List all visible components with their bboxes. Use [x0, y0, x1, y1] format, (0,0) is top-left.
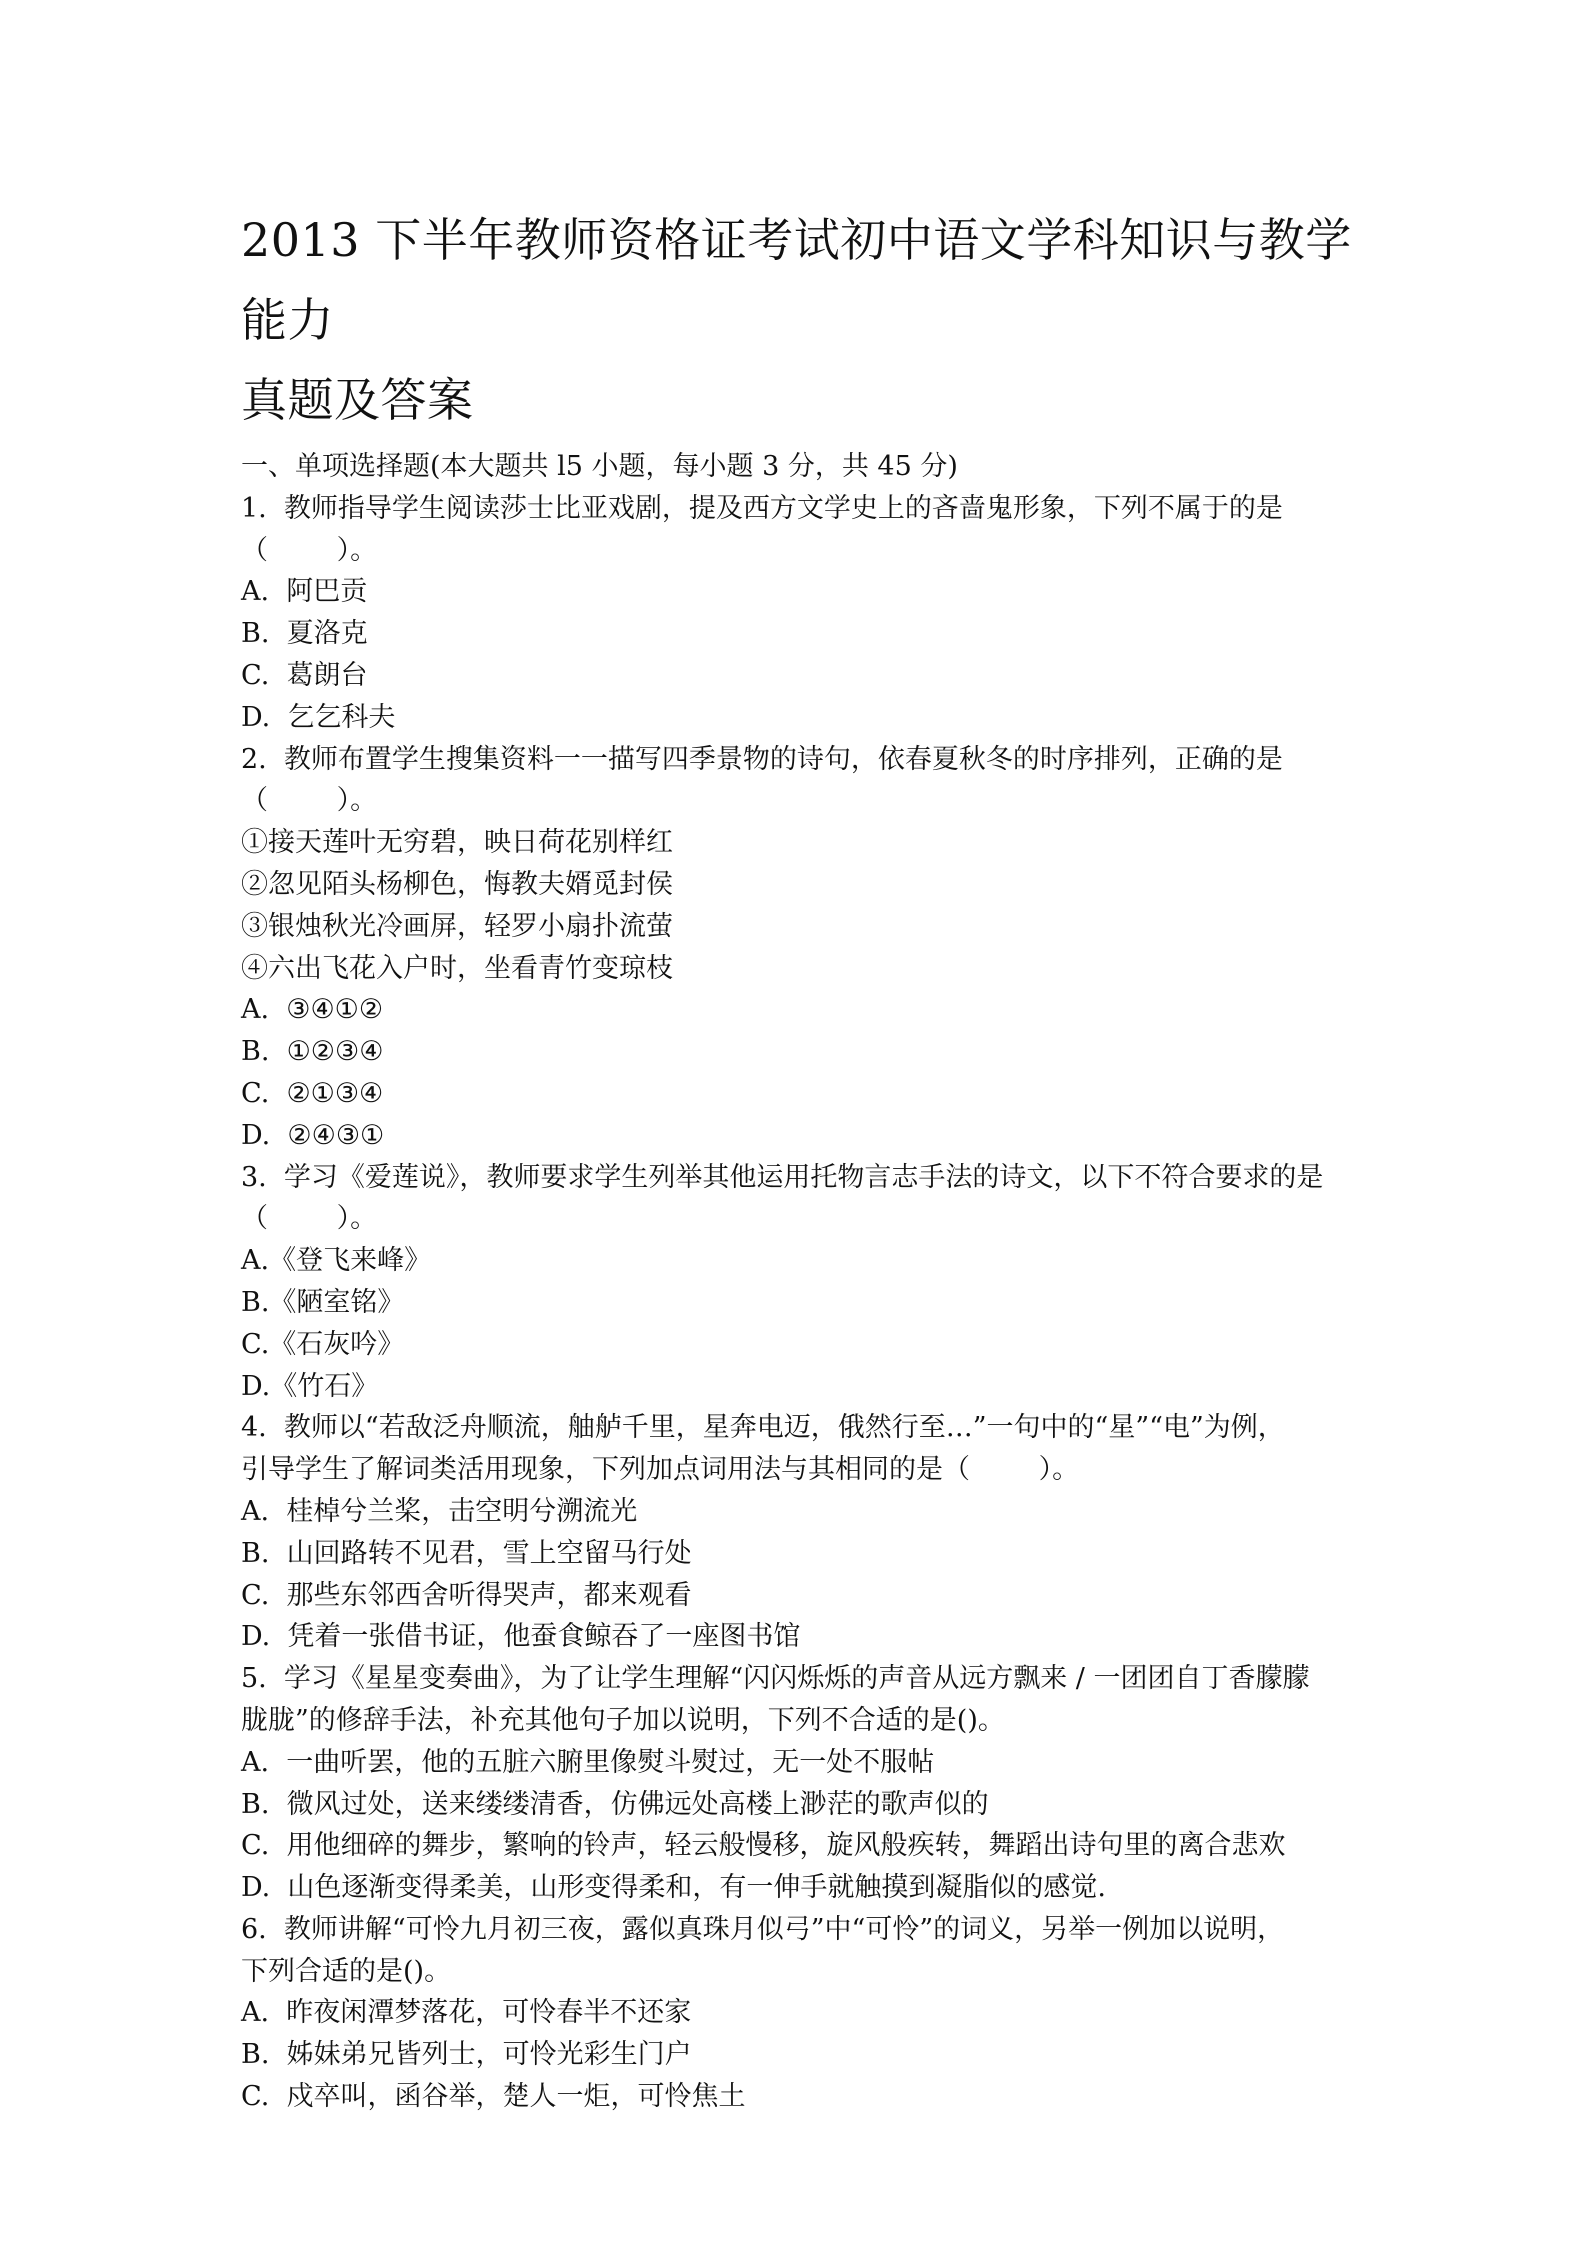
- text-line: 下列合适的是()。: [241, 1955, 452, 1987]
- text-line: 1. 教师指导学生阅读莎士比亚戏剧，提及西方文学史上的吝啬鬼形象，下列不属于的是: [241, 492, 1283, 524]
- text-line: B. 夏洛克: [241, 618, 368, 650]
- text-line: 引导学生了解词类活用现象，下列加点词用法与其相同的是（ ）。: [241, 1454, 1080, 1486]
- text-line: B. 山回路转不见君，雪上空留马行处: [241, 1537, 692, 1569]
- text-line: ①接天莲叶无穷碧，映日荷花别样红: [241, 827, 673, 859]
- text-line: ④六出飞花入户时，坐看青竹变琼枝: [241, 952, 673, 984]
- text-line: A. 昨夜闲潭梦落花，可怜春半不还家: [241, 1997, 692, 2029]
- text-line: C.《石灰吟》: [241, 1328, 405, 1360]
- text-line: B.《陋室铭》: [241, 1286, 405, 1318]
- text-line: D. 乞乞科夫: [241, 701, 396, 733]
- text-line: 4. 教师以“若敌泛舟顺流，舳舻千里，星奔电迈，俄然行至…”一句中的“星”“电”为例，: [241, 1412, 1285, 1444]
- text-line: A. 桂棹兮兰桨，击空明兮溯流光: [241, 1495, 638, 1527]
- title-line-2: 真题及答案: [241, 373, 474, 427]
- text-line: C. 葛朗台: [241, 659, 368, 691]
- text-line: C. ②①③④: [241, 1077, 384, 1109]
- text-line: （ ）。: [241, 785, 378, 817]
- text-line: （ ）。: [241, 1203, 378, 1235]
- text-line: B. 微风过处，送来缕缕清香，仿佛远处高楼上渺茫的歌声似的: [241, 1788, 989, 1820]
- text-line: 2. 教师布置学生搜集资料一一描写四季景物的诗句，依春夏秋冬的时序排列，正确的是: [241, 743, 1283, 775]
- text-line: （ ）。: [241, 534, 378, 566]
- text-line: B. ①②③④: [241, 1036, 384, 1068]
- text-line: D. 山色逐渐变得柔美，山形变得柔和，有一伸手就触摸到凝脂似的感觉.: [241, 1872, 1107, 1904]
- text-line: A. 阿巴贡: [241, 576, 368, 608]
- text-line: 5. 学习《星星变奏曲》，为了让学生理解“闪闪烁烁的声音从远方飘来 / 一团团自丁香朦朦: [241, 1663, 1310, 1695]
- text-line: D. ②④③①: [241, 1119, 385, 1151]
- text-line: D. 凭着一张借书证，他蚕食鲸吞了一座图书馆: [241, 1621, 801, 1653]
- text-line: B. 姊妹弟兄皆列士，可怜光彩生门户: [241, 2039, 692, 2071]
- text-line: ②忽见陌头杨柳色，悔教夫婿觅封侯: [241, 868, 673, 900]
- text-line: A. ③④①②: [241, 994, 384, 1026]
- text-line: D.《竹石》: [241, 1370, 379, 1402]
- question-body: [241, 488, 1361, 2118]
- text-line: C. 用他细碎的舞步，繁响的铃声，轻云般慢移，旋风般疾转，舞蹈出诗句里的离合悲欢: [241, 1830, 1286, 1862]
- text-line: A. 一曲听罢，他的五脏六腑里像熨斗熨过，无一处不服帖: [241, 1746, 935, 1778]
- document-title: [241, 200, 1361, 440]
- section-heading: 一、单项选择题(本大题共 l5 小题，每小题 3 分，共 45 分): [241, 451, 958, 482]
- text-line: 胧胧”的修辞手法，补充其他句子加以说明，下列不合适的是()。: [241, 1704, 1005, 1736]
- text-line: 3. 学习《爱莲说》，教师要求学生列举其他运用托物言志手法的诗文，以下不符合要求的是: [241, 1161, 1324, 1193]
- text-line: 6. 教师讲解“可怜九月初三夜，露似真珠月似弓”中“可怜”的词义，另举一例加以说明，: [241, 1913, 1285, 1945]
- title-line-1: 2013 下半年教师资格证考试初中语文学科知识与教学能力: [241, 213, 1352, 347]
- document-page: [241, 200, 1361, 2118]
- text-line: C. 戍卒叫，函谷举，楚人一炬，可怜焦土: [241, 2081, 746, 2113]
- text-line: A.《登飞来峰》: [241, 1245, 432, 1277]
- text-line: ③银烛秋光冷画屏，轻罗小扇扑流萤: [241, 910, 673, 942]
- text-line: C. 那些东邻西舍听得哭声，都来观看: [241, 1579, 692, 1611]
